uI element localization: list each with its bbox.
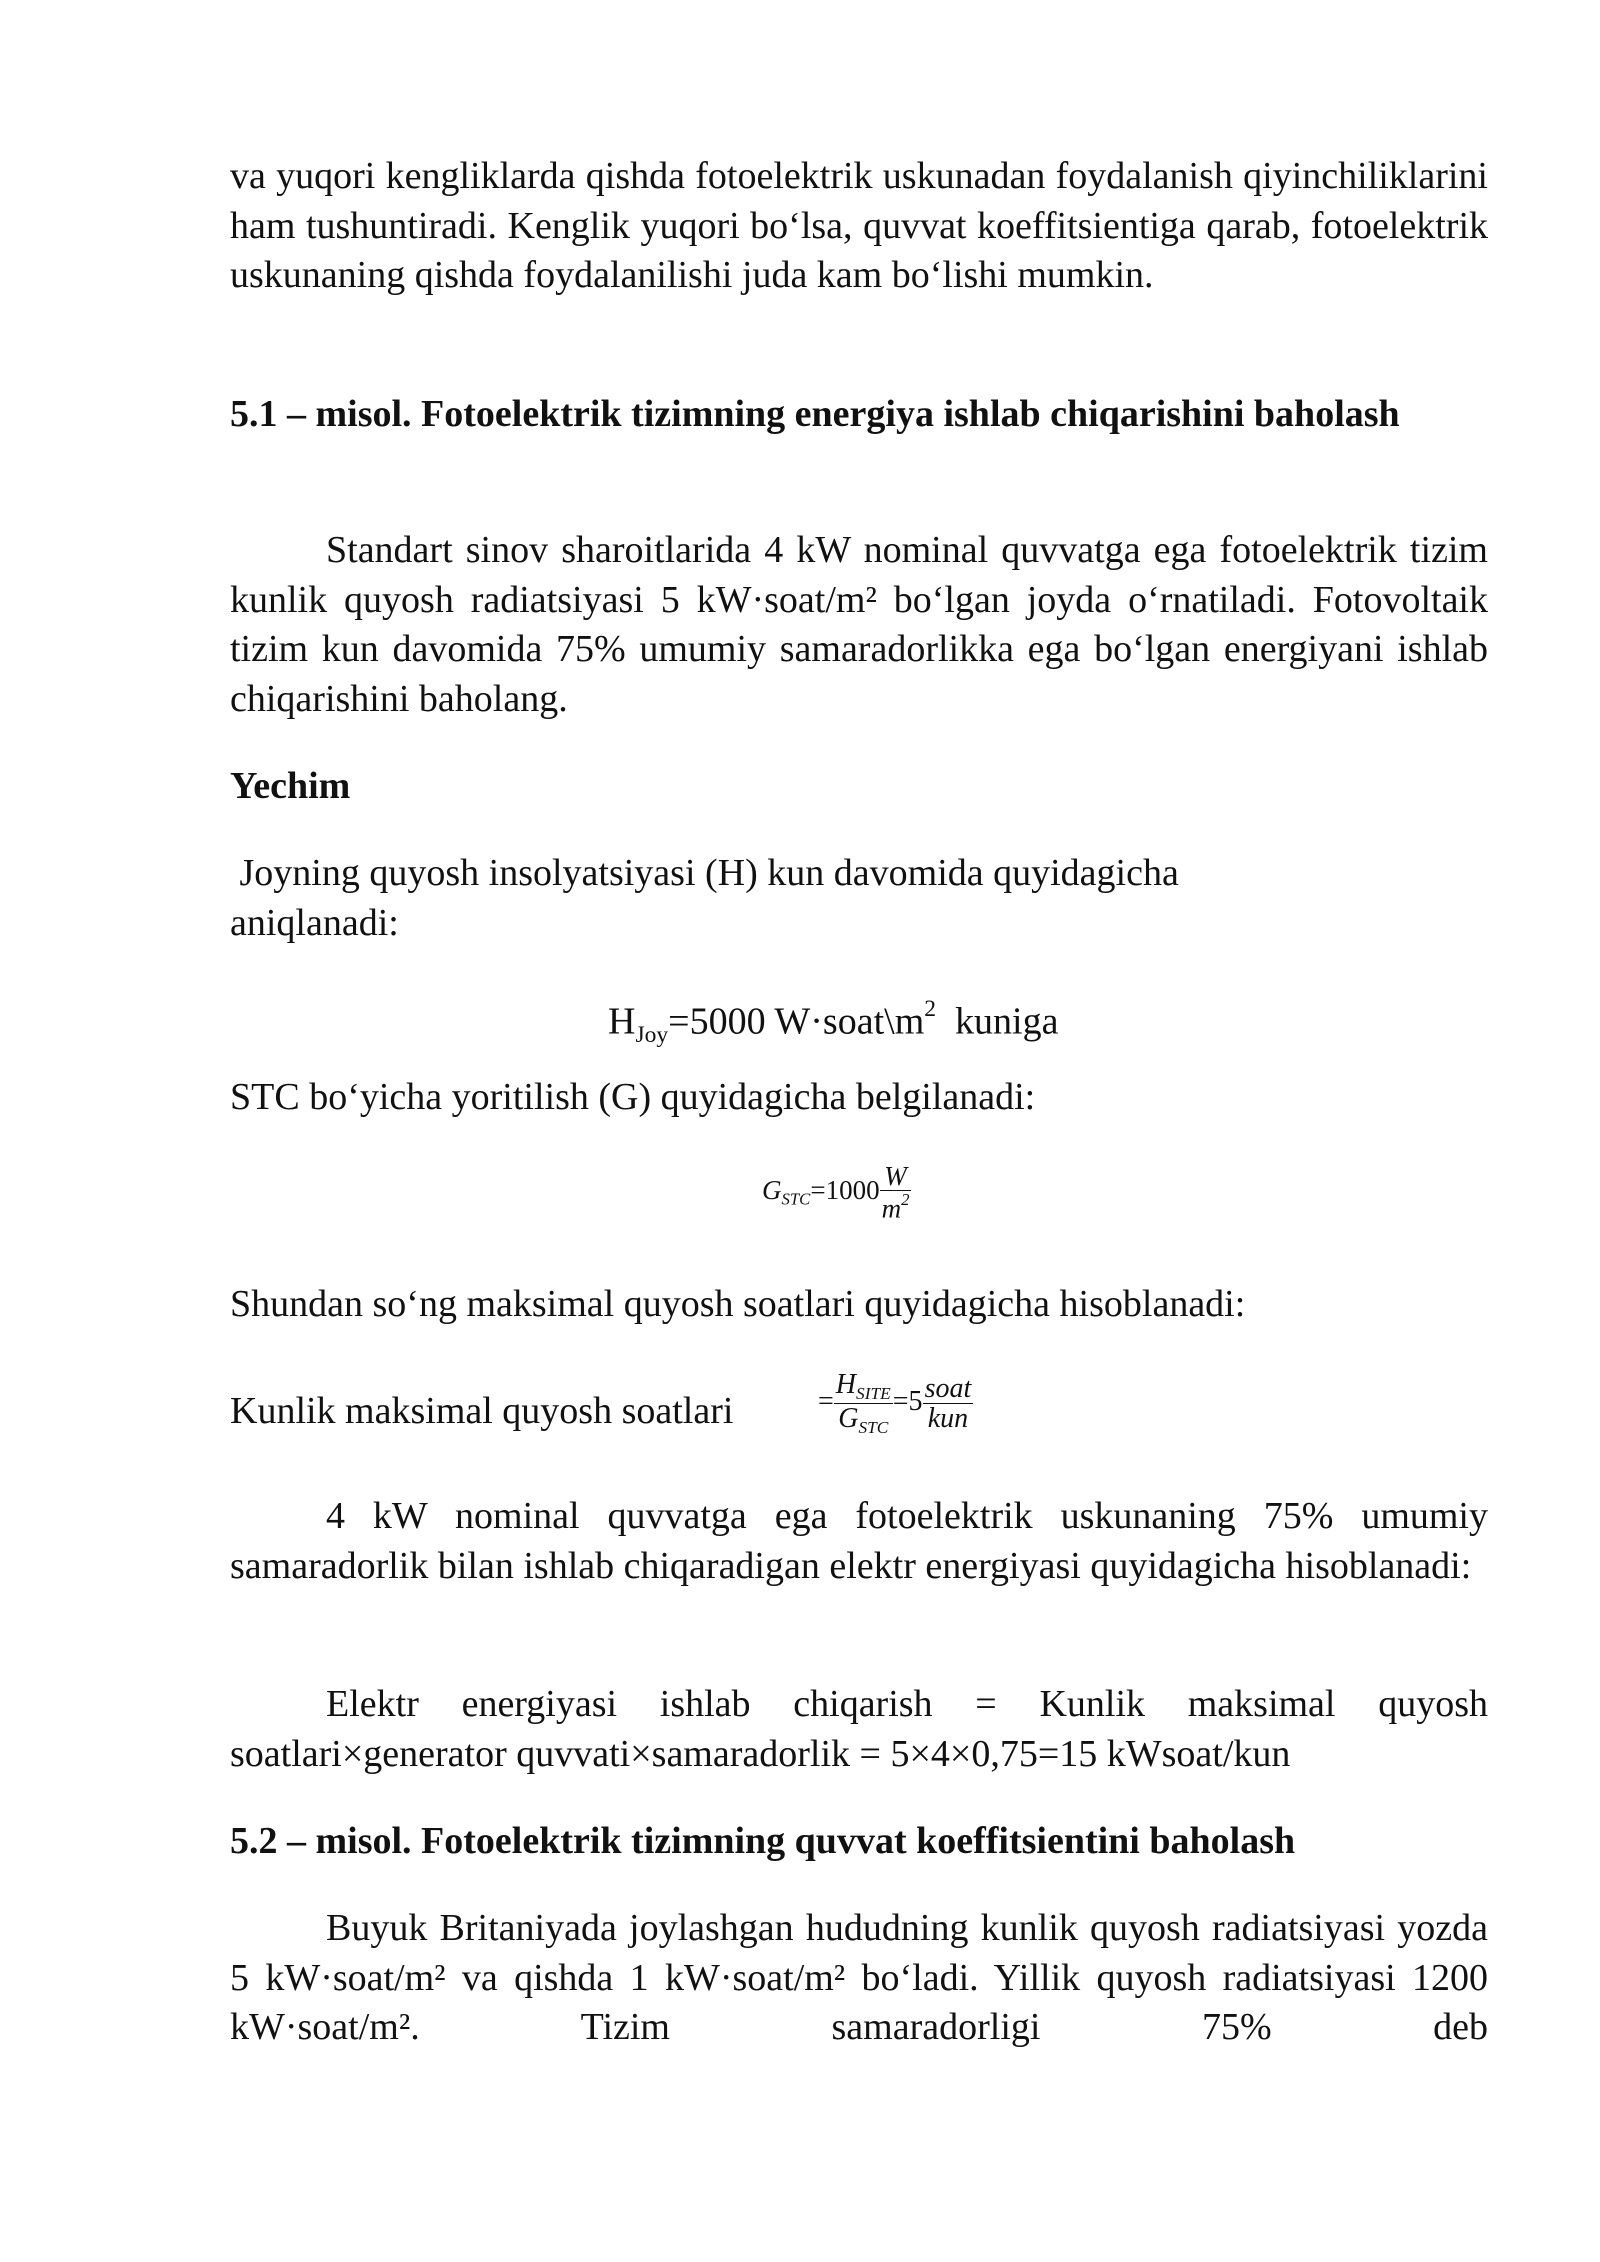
hjoy-base: H bbox=[608, 1000, 636, 1043]
generation-calculation: Elektr energiyasi ishlab chiqarish = Kunlik maksimal quyosh soatlari×generator quvvati×samaradorlik = 5×4×0,75=15 kWsoat/kun bbox=[230, 1683, 1488, 1775]
hjoy-formula bbox=[608, 984, 1058, 1060]
hjoy-body: =5000 W·soat\m bbox=[668, 1000, 925, 1043]
gstc-numerator: W bbox=[880, 1162, 912, 1191]
peak-hours-formula bbox=[818, 1370, 973, 1438]
hjoy-tail: kuniga bbox=[936, 1000, 1059, 1043]
illumination-paragraph: STC bo‘yicha yoritilish (G) quyidagicha belgilanadi: bbox=[230, 1076, 1036, 1118]
gstc-fraction bbox=[880, 1162, 912, 1223]
peak-numerator-1: $H_{SITE}$ bbox=[835, 1369, 891, 1404]
gstc-formula bbox=[762, 1162, 911, 1223]
example-5-2-problem: Buyuk Britaniyada joylashgan hududning kunlik quyosh radiatsiyasi yozda 5 kW·soat/m² va qishda 1 kW·soat/m² bo‘ladi. Yillik quyosh radiatsiyasi 1200 kW·soat/m². Tizim samaradorligi 75% deb bbox=[230, 1907, 1488, 2048]
peak-eq1: = bbox=[818, 1386, 834, 1418]
peak-fraction-2 bbox=[923, 1374, 974, 1434]
gstc-eq: =1000 bbox=[810, 1174, 880, 1205]
example-5-1-heading: 5.1 – misol. Fotoelektrik tizimning energiya ishlab chiqarishini baholash bbox=[230, 393, 1400, 435]
paragraph-intro: va yuqori kengliklarda qishda fotoelektrik uskunadan foydalanish qiyinchiliklarini ham tushuntiradi. Kenglik yuqori bo‘lsa, quvvat koeffitsientiga qarab, fotoelektrik uskunaning qishda foydalanilishi juda kam bo‘lishi mumkin. bbox=[230, 155, 1488, 296]
example-5-2-heading: 5.2 – misol. Fotoelektrik tizimning quvvat koeffitsientini baholash bbox=[230, 1820, 1296, 1862]
hjoy-sup: 2 bbox=[924, 996, 937, 1022]
peak-hours-label: Kunlik maksimal quyosh soatlari bbox=[230, 1390, 734, 1432]
peak-denominator-2: kun bbox=[927, 1403, 969, 1435]
peak-hours-paragraph: Shundan so‘ng maksimal quyosh soatlari quyidagicha hisoblanadi: bbox=[230, 1283, 1246, 1325]
solution-heading: Yechim bbox=[230, 765, 351, 807]
peak-fraction-1 bbox=[834, 1370, 893, 1438]
insolation-paragraph: Joyning quyosh insolyatsiyasi (H) kun davomida quyidagicha aniqlanadi: bbox=[230, 852, 1189, 944]
generation-paragraph: 4 kW nominal quvvatga ega fotoelektrik uskunaning 75% umumiy samaradorlik bilan ishlab chiqaradigan elektr energiyasi quyidagicha hisoblanadi: bbox=[230, 1495, 1488, 1587]
gstc-base: G bbox=[762, 1174, 782, 1205]
peak-eq2: =5 bbox=[892, 1386, 923, 1418]
gstc-sub: STC bbox=[781, 1189, 811, 1209]
peak-denominator-1: $G_{STC}$ bbox=[838, 1403, 889, 1438]
hjoy-sub: Joy bbox=[635, 1021, 669, 1048]
gstc-denominator: $m^2$ bbox=[881, 1190, 910, 1224]
peak-numerator-2: soat bbox=[924, 1372, 972, 1404]
example-5-1-problem: Standart sinov sharoitlarida 4 kW nominal quvvatga ega fotoelektrik tizim kunlik quyosh radiatsiyasi 5 kW·soat/m² bo‘lgan joyda o‘rnatiladi. Fotovoltaik tizim kun davomida 75% umumiy samaradorlikka ega bo‘lgan energiyani ishlab chiqarishini baholang. bbox=[230, 529, 1488, 720]
